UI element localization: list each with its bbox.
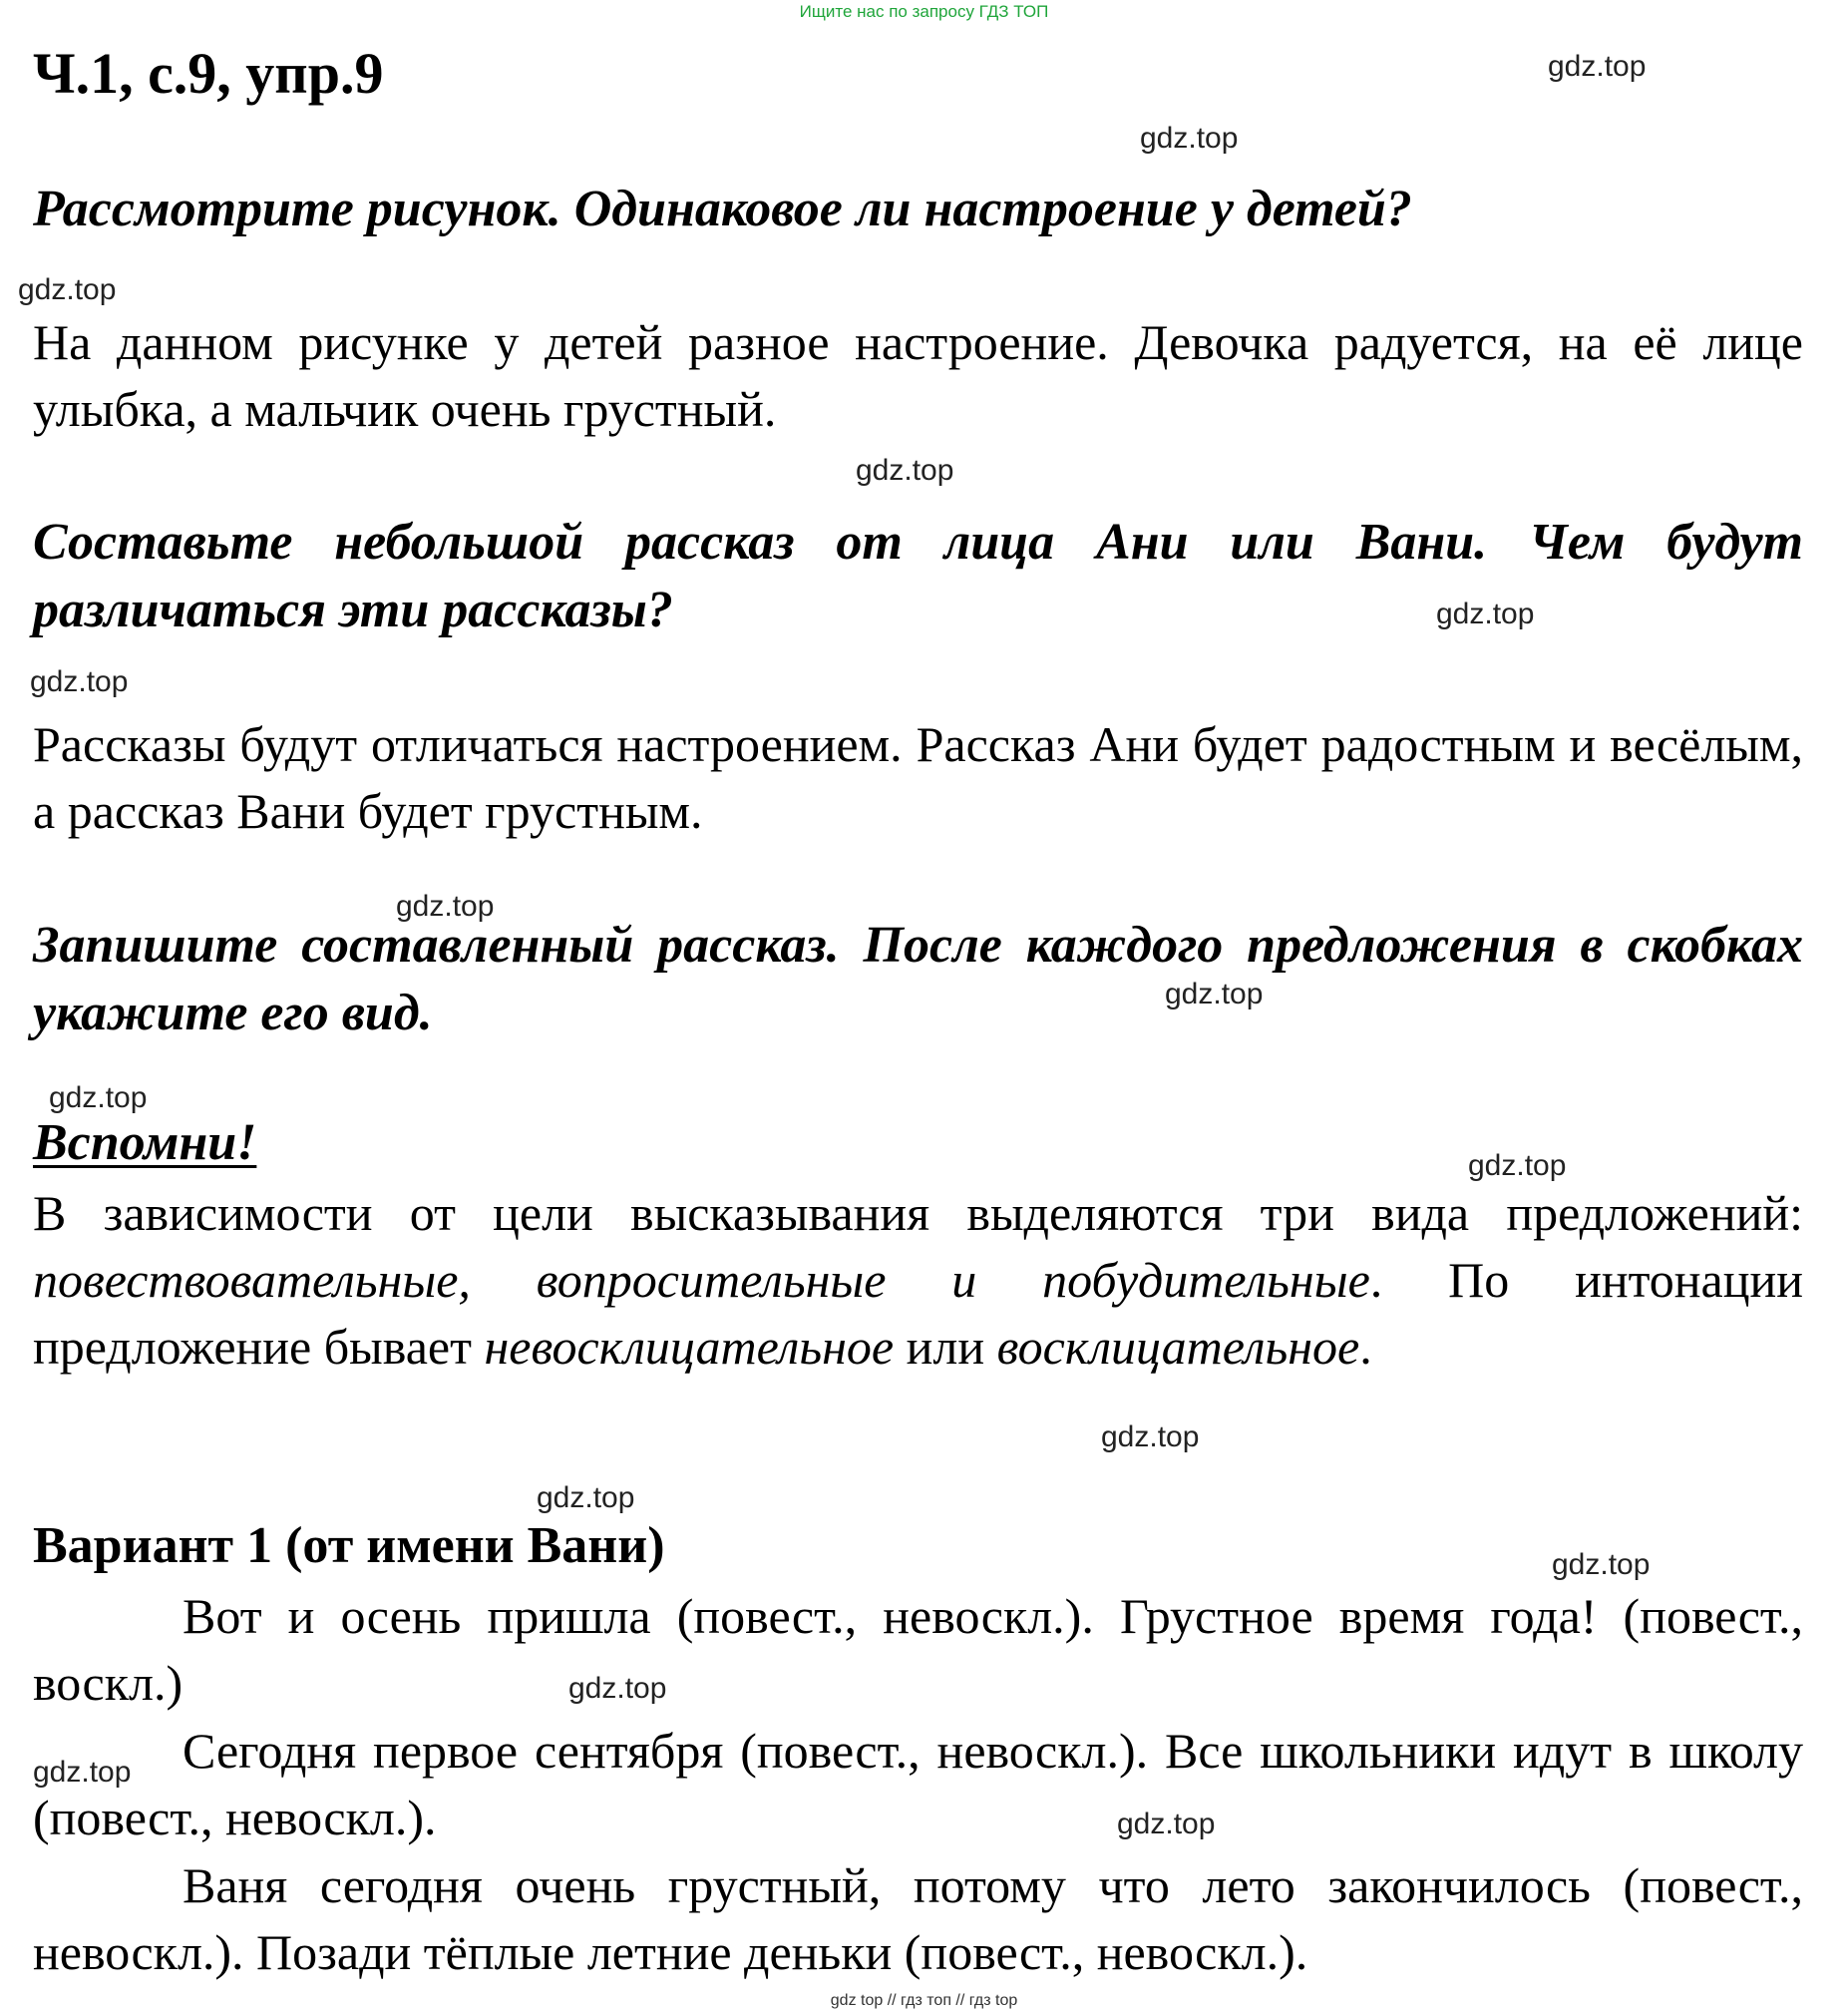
variant-heading: Вариант 1 (от имени Вани) (33, 1517, 665, 1574)
watermark: gdz.top (568, 1672, 667, 1705)
top-banner: Ищите нас по запросу ГДЗ ТОП (799, 2, 1049, 21)
remember-heading: Вспомни! (33, 1114, 257, 1171)
watermark: gdz.top (396, 890, 495, 923)
page-title: Ч.1, с.9, упр.9 (33, 41, 384, 106)
story-paragraph-3: Ваня сегодня очень грустный, потому что лето закончилось (повест., невоскл.). Позади тёплые летние деньки (повест., невоскл.). (33, 1857, 1803, 1980)
watermark: gdz.top (18, 273, 117, 306)
watermark: gdz.top (49, 1081, 148, 1114)
remember-text: В зависимости от цели высказывания выделяются три вида предложений: повествовательные, вопросительные и побудительные. По интонации предложение бывает невосклицательное или восклицательное. (33, 1185, 1803, 1375)
watermark: gdz.top (1165, 978, 1264, 1010)
watermark: gdz.top (1468, 1149, 1567, 1182)
answer-2: Рассказы будут отличаться настроением. Рассказ Ани будет радостным и весёлым, а рассказ Вани будет грустным. (33, 716, 1803, 839)
watermark: gdz.top (33, 1756, 132, 1789)
watermark: gdz.top (1548, 50, 1647, 83)
watermark: gdz.top (30, 665, 129, 698)
watermark: gdz.top (1552, 1548, 1651, 1581)
question-2: Составьте небольшой рассказ от лица Ани или Вани. Чем будут различаться эти рассказы? (33, 514, 1803, 638)
watermark: gdz.top (856, 454, 954, 487)
watermark: gdz.top (1117, 1808, 1216, 1840)
watermark: gdz.top (1436, 598, 1535, 630)
footer: gdz top // гдз топ // гдз top (830, 1992, 1018, 2009)
answer-1: На данном рисунке у детей разное настроение. Девочка радуется, на её лице улыбка, а мальчик очень грустный. (33, 314, 1803, 437)
story-paragraph-2: Сегодня первое сентября (повест., невоскл.). Все школьники идут в школу (повест., невоскл.). (33, 1723, 1803, 1845)
question-3: Запишите составленный рассказ. После каждого предложения в скобках укажите его вид. (33, 917, 1803, 1041)
watermark: gdz.top (1140, 122, 1239, 155)
question-1: Рассмотрите рисунок. Одинаковое ли настроение у детей? (33, 181, 1412, 237)
watermark: gdz.top (537, 1481, 635, 1514)
watermark: gdz.top (1101, 1420, 1200, 1453)
story-paragraph-1: Вот и осень пришла (повест., невоскл.). Грустное время года! (повест., воскл.) (33, 1588, 1803, 1711)
